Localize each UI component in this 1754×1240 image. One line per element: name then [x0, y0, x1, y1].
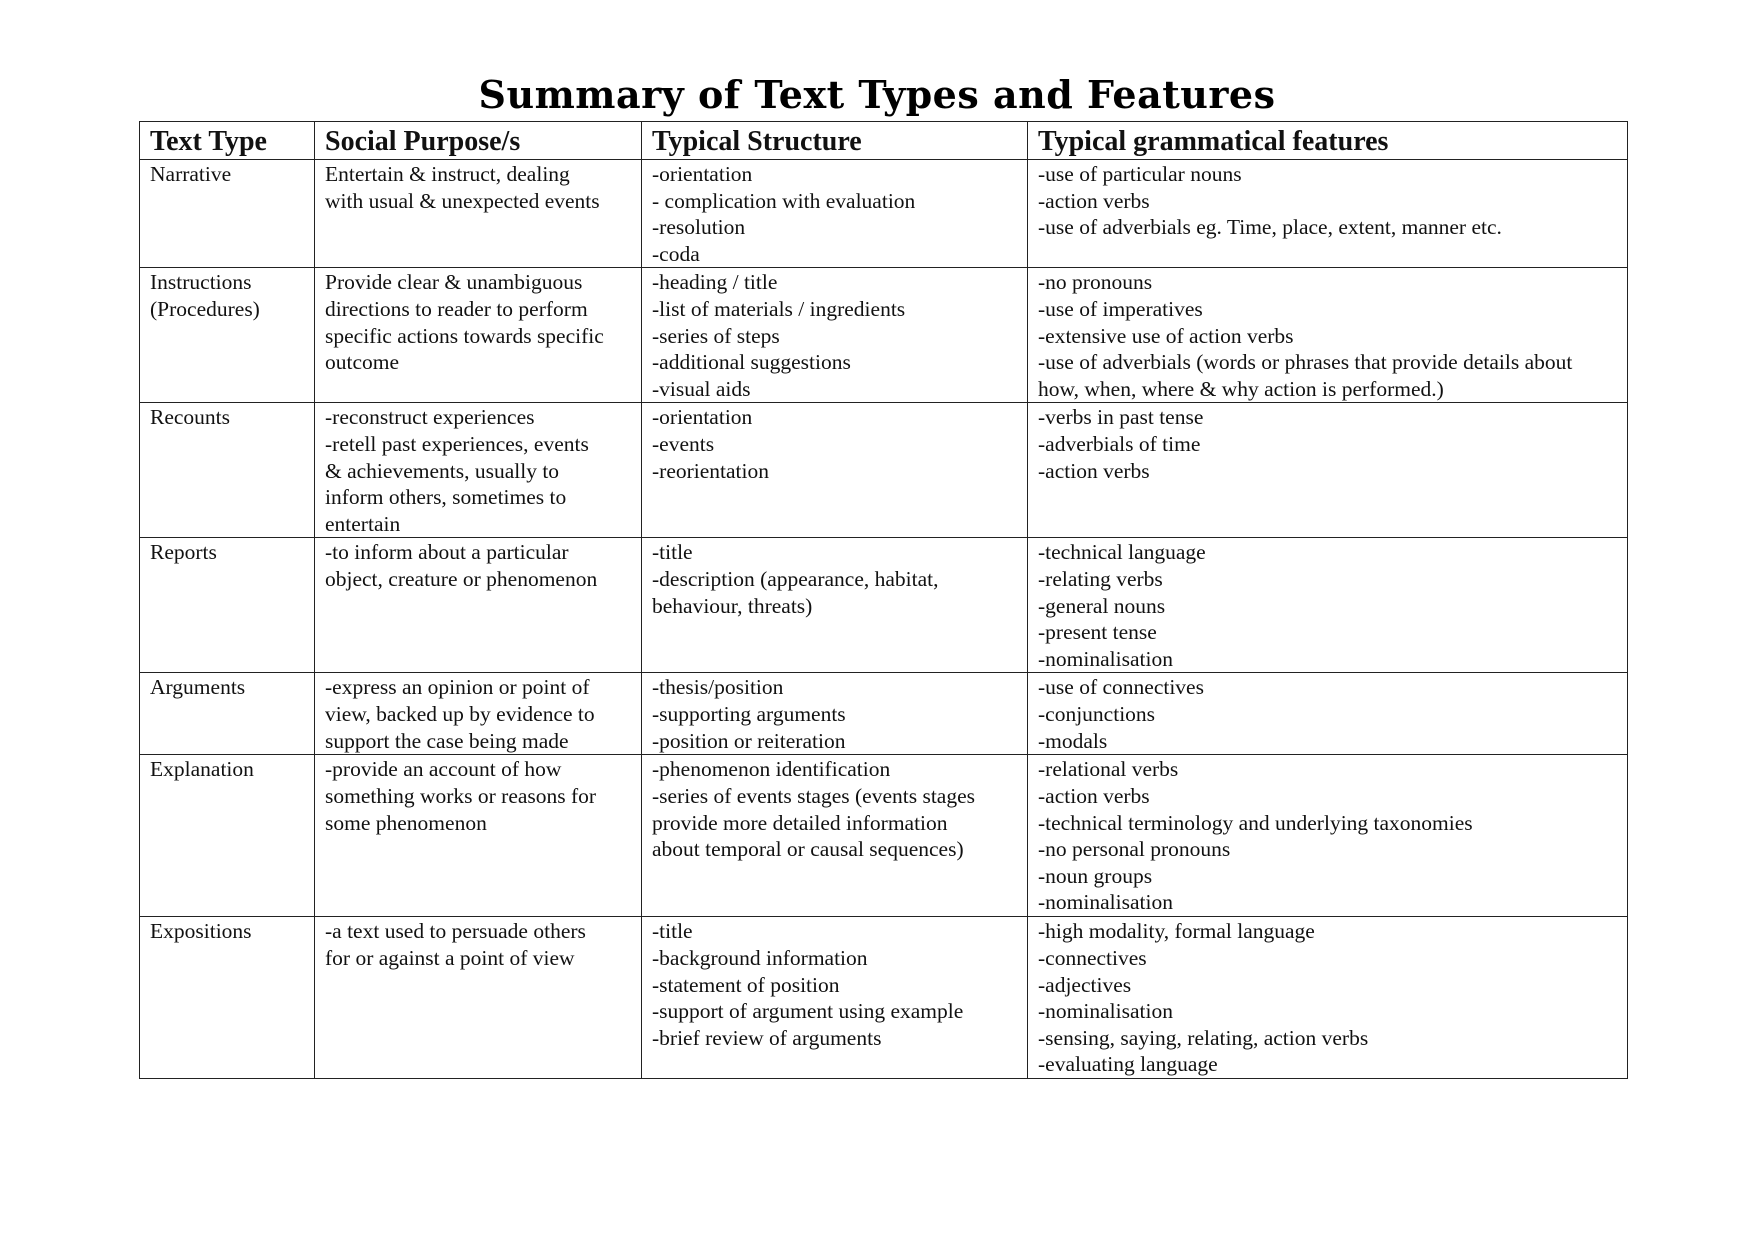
cell-line: view, backed up by evidence to — [325, 701, 595, 726]
cell-line: -conjunctions — [1038, 701, 1156, 726]
cell-line: -evaluating language — [1038, 1052, 1218, 1077]
cell-line: -to inform about a particular — [325, 540, 569, 565]
cell-social-purpose — [315, 268, 642, 403]
cell-line: -no personal pronouns — [1038, 837, 1231, 862]
cell-line: inform others, sometimes to — [325, 485, 567, 510]
cell-line: -phenomenon identification — [652, 757, 891, 782]
cell-line: -relating verbs — [1038, 566, 1163, 591]
cell-line: (Procedures) — [150, 296, 260, 321]
cell-line: Provide clear & unambiguous — [325, 270, 583, 295]
cell-text-type — [140, 268, 315, 403]
cell-grammatical-features — [1028, 755, 1628, 917]
cell-line: Explanation — [150, 757, 254, 782]
table-row-expositions — [140, 917, 1628, 1079]
cell-line: -retell past experiences, events — [325, 431, 589, 456]
cell-text-type — [140, 538, 315, 673]
cell-grammatical-features — [1028, 917, 1628, 1079]
cell-line: -use of imperatives — [1038, 296, 1203, 321]
cell-social-purpose — [315, 403, 642, 538]
table-row-instructions — [140, 268, 1628, 403]
cell-line: entertain — [325, 511, 401, 536]
cell-line: -reconstruct experiences — [325, 405, 535, 430]
cell-line: Narrative — [150, 162, 232, 186]
table-row-recounts — [140, 403, 1628, 538]
table-row-narrative — [140, 160, 1628, 268]
cell-line: outcome — [325, 350, 400, 375]
cell-line: -action verbs — [1038, 458, 1150, 483]
cell-line: something works or reasons for — [325, 783, 597, 808]
table-row-arguments — [140, 673, 1628, 755]
cell-line: -list of materials / ingredients — [652, 296, 906, 321]
cell-typical-structure — [642, 403, 1028, 538]
cell-line: -no pronouns — [1038, 270, 1153, 295]
cell-line: -series of steps — [652, 323, 780, 348]
cell-typical-structure — [642, 538, 1028, 673]
header-text-type: Text Type — [140, 122, 315, 160]
cell-text-type — [140, 403, 315, 538]
cell-line: -statement of position — [652, 972, 840, 997]
cell-text-type — [140, 917, 315, 1079]
cell-line: how, when, where & why action is performed.) — [1038, 376, 1444, 401]
cell-line: Arguments — [150, 675, 246, 700]
cell-line: -reorientation — [652, 458, 770, 483]
cell-typical-structure — [642, 755, 1028, 917]
cell-line: -present tense — [1038, 620, 1157, 645]
cell-line: -visual aids — [652, 376, 751, 401]
cell-grammatical-features — [1028, 538, 1628, 673]
cell-line: Entertain & instruct, dealing — [325, 162, 570, 186]
cell-typical-structure — [642, 268, 1028, 403]
cell-line: -brief review of arguments — [652, 1025, 882, 1050]
cell-line: Expositions — [150, 919, 252, 944]
cell-line: -connectives — [1038, 945, 1147, 970]
cell-line: -title — [652, 540, 693, 565]
cell-typical-structure — [642, 160, 1028, 268]
cell-line: behaviour, threats) — [652, 593, 813, 618]
cell-line: -use of particular nouns — [1038, 162, 1242, 186]
cell-line: some phenomenon — [325, 810, 487, 835]
cell-social-purpose — [315, 917, 642, 1079]
page-title: Summary of Text Types and Features — [478, 72, 1276, 117]
cell-line: -express an opinion or point of — [325, 675, 590, 700]
cell-grammatical-features — [1028, 268, 1628, 403]
cell-line: -adjectives — [1038, 972, 1132, 997]
cell-line: provide more detailed information — [652, 810, 948, 835]
cell-line: -relational verbs — [1038, 757, 1179, 782]
cell-line: Recounts — [150, 405, 231, 430]
cell-line: -orientation — [652, 405, 753, 430]
header-social-purpose: Social Purpose/s — [315, 122, 642, 160]
cell-line: Reports — [150, 540, 217, 565]
cell-line: -technical terminology and underlying taxonomies — [1038, 810, 1473, 835]
header-typical-structure: Typical Structure — [642, 122, 1028, 160]
summary-table — [139, 121, 1628, 1079]
cell-line: -description (appearance, habitat, — [652, 566, 939, 591]
cell-typical-structure — [642, 917, 1028, 1079]
cell-grammatical-features — [1028, 403, 1628, 538]
cell-line: -action verbs — [1038, 188, 1150, 213]
cell-line: -resolution — [652, 215, 746, 240]
cell-typical-structure — [642, 673, 1028, 755]
cell-grammatical-features — [1028, 673, 1628, 755]
cell-line: -events — [652, 431, 715, 456]
cell-line: - complication with evaluation — [652, 188, 916, 213]
cell-line: -use of adverbials (words or phrases that provide details about — [1038, 350, 1573, 375]
cell-line: -nominalisation — [1038, 890, 1173, 915]
cell-line: -coda — [652, 241, 700, 266]
header-grammatical-features: Typical grammatical features — [1028, 122, 1628, 160]
cell-line: Instructions — [150, 270, 252, 295]
cell-line: -action verbs — [1038, 783, 1150, 808]
cell-line: -nominalisation — [1038, 646, 1173, 671]
cell-text-type — [140, 673, 315, 755]
cell-line: -thesis/position — [652, 675, 784, 700]
cell-line: -position or reiteration — [652, 728, 846, 753]
cell-text-type — [140, 160, 315, 268]
cell-line: object, creature or phenomenon — [325, 566, 598, 591]
cell-social-purpose — [315, 755, 642, 917]
cell-line: -title — [652, 919, 693, 944]
header-row — [140, 122, 1628, 160]
cell-line: -supporting arguments — [652, 701, 846, 726]
cell-line: support the case being made — [325, 728, 569, 753]
cell-line: -high modality, formal language — [1038, 919, 1315, 944]
cell-line: specific actions towards specific — [325, 323, 604, 348]
cell-line: -a text used to persuade others — [325, 919, 586, 944]
cell-social-purpose — [315, 673, 642, 755]
cell-line: about temporal or causal sequences) — [652, 837, 964, 862]
cell-line: -extensive use of action verbs — [1038, 323, 1294, 348]
cell-line: -noun groups — [1038, 863, 1153, 888]
cell-line: -use of adverbials eg. Time, place, extent, manner etc. — [1038, 215, 1502, 240]
cell-line: directions to reader to perform — [325, 296, 588, 321]
cell-line: -verbs in past tense — [1038, 405, 1204, 430]
cell-social-purpose — [315, 160, 642, 268]
cell-line: -background information — [652, 945, 868, 970]
cell-line: -technical language — [1038, 540, 1206, 565]
cell-line: -additional suggestions — [652, 350, 851, 375]
cell-line: -use of connectives — [1038, 675, 1204, 700]
table-row-reports — [140, 538, 1628, 673]
cell-line: -general nouns — [1038, 593, 1166, 618]
cell-social-purpose — [315, 538, 642, 673]
cell-line: -adverbials of time — [1038, 431, 1201, 456]
cell-line: for or against a point of view — [325, 945, 575, 970]
cell-line: -heading / title — [652, 270, 778, 295]
cell-line: -provide an account of how — [325, 757, 562, 782]
table-row-explanation — [140, 755, 1628, 917]
cell-line: -nominalisation — [1038, 999, 1173, 1024]
cell-line: -modals — [1038, 728, 1108, 753]
cell-text-type — [140, 755, 315, 917]
cell-line: & achievements, usually to — [325, 458, 560, 483]
cell-line: -sensing, saying, relating, action verbs — [1038, 1025, 1369, 1050]
cell-line: -orientation — [652, 162, 753, 186]
cell-line: -series of events stages (events stages — [652, 783, 975, 808]
cell-grammatical-features — [1028, 160, 1628, 268]
cell-line: with usual & unexpected events — [325, 188, 600, 213]
cell-line: -support of argument using example — [652, 999, 964, 1024]
